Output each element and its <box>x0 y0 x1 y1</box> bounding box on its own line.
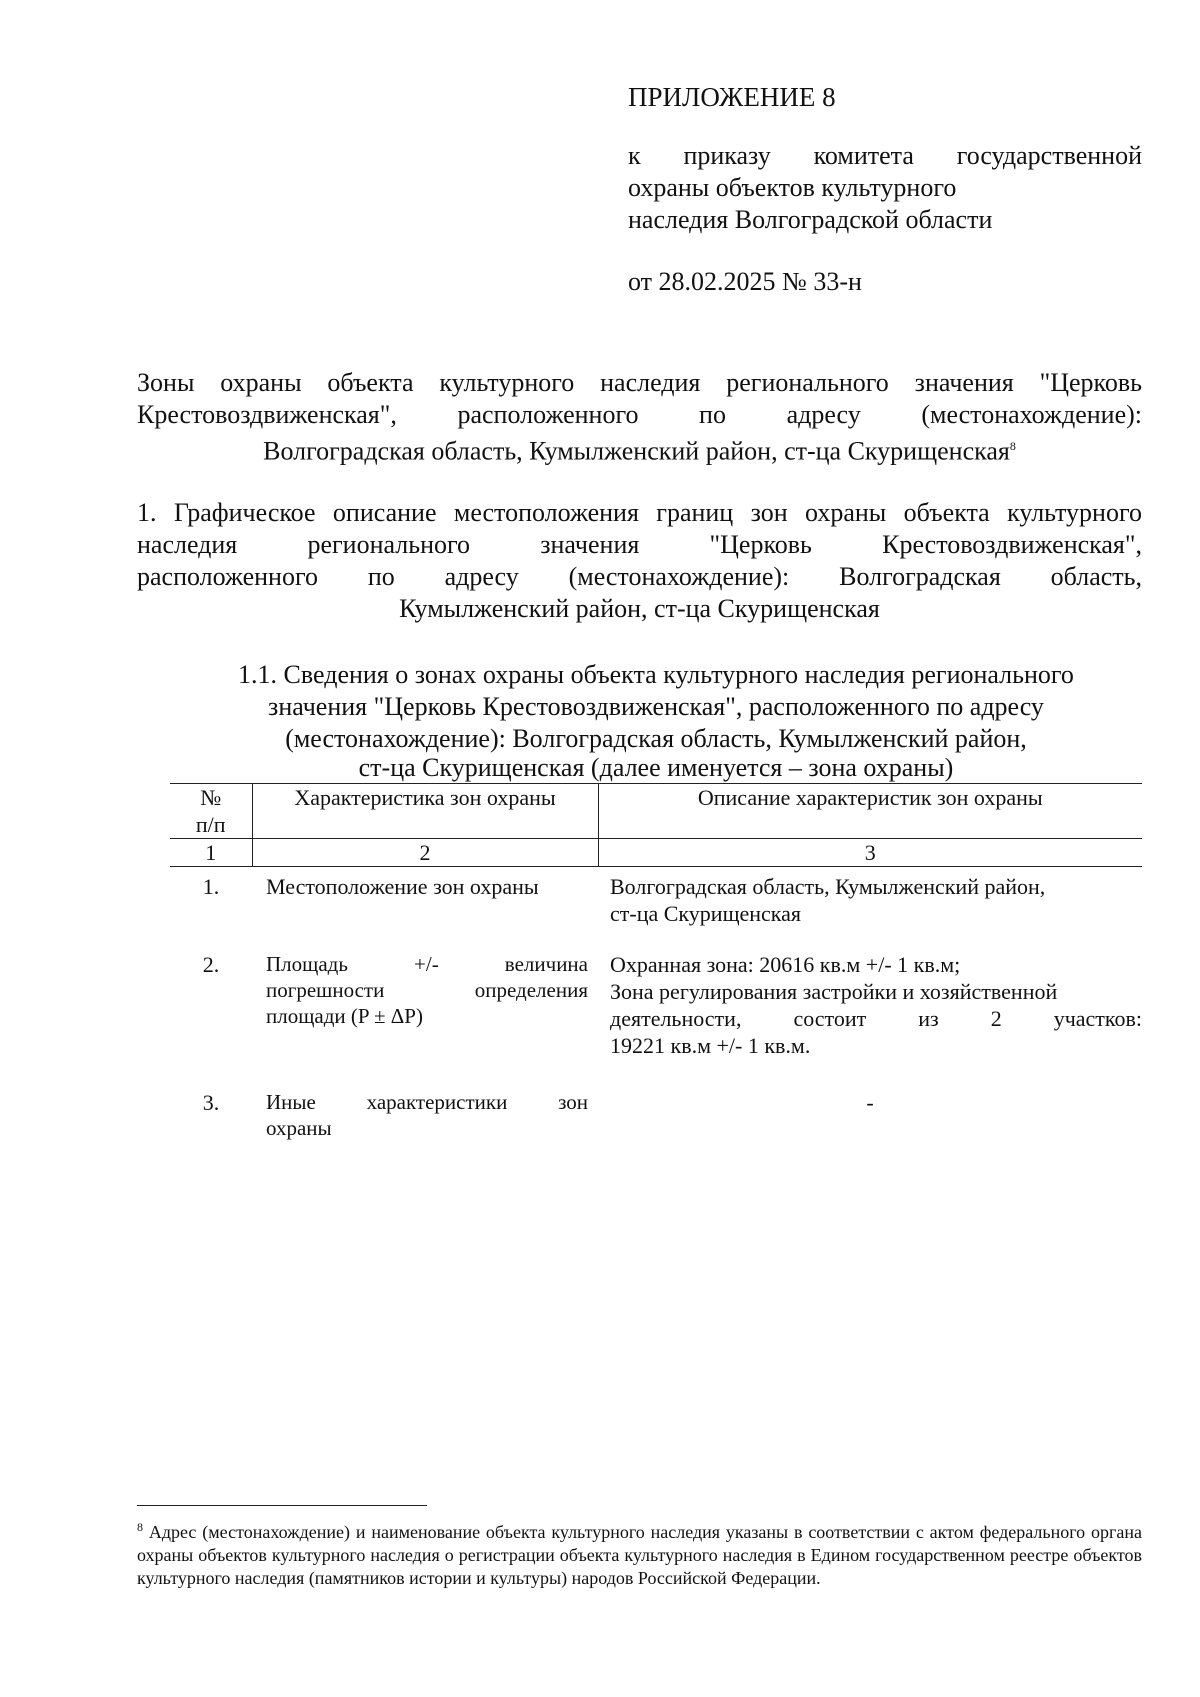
document-title-text: Волгоградская область, Кумылженский район, ст-ца Скурищенская <box>263 436 1010 466</box>
row-description: - <box>866 1090 874 1115</box>
zones-table <box>170 783 1142 1141</box>
section-1-heading-line-2: наследия регионального значения "Церковь Крестовоздвиженская", <box>137 530 1142 559</box>
footnote <box>137 1516 1142 1590</box>
description-line: деятельности, состоит из 2 участков: <box>610 1006 1142 1031</box>
section-1-heading-line-4: Кумылженский район, ст-ца Скурищенская <box>399 594 880 623</box>
column-number: 1 <box>170 839 252 867</box>
description-line: ст-ца Скурищенская <box>610 901 802 926</box>
description-line: Волгоградская область, Кумылженский район, <box>610 874 1046 899</box>
order-reference-line-1: к приказу комитета государственной <box>628 141 1142 170</box>
row-characteristic <box>252 1083 598 1141</box>
table-row <box>170 1083 1142 1141</box>
section-1-1-heading-line-2: значения "Церковь Крестовоздвиженская", расположенного по адресу <box>268 692 1044 721</box>
column-number: 3 <box>598 839 1142 867</box>
header-number-line-1: № <box>200 785 222 810</box>
footnote-marker: 8 <box>137 1520 143 1534</box>
column-number: 2 <box>252 839 598 867</box>
document-title-line-3 <box>137 431 1142 467</box>
row-number: 1. <box>202 874 220 899</box>
row-characteristic <box>252 945 598 1083</box>
table-row <box>170 867 1142 946</box>
description-line: Охранная зона: 20616 кв.м +/- 1 кв.м; <box>610 952 961 977</box>
footnote-text: Адрес (местонахождение) и наименование объекта культурного наследия указаны в соответствии с актом федерального органа охраны объектов культурного наследия о регистрации объекта культурного наследия в Едином государственном реестре объектов культурного наследия (памятников истории и культуры) народов Российской Федерации. <box>137 1522 1142 1588</box>
document-title-line-2: Крестовоздвиженская", расположенного по адресу (местонахождение): <box>137 400 1142 429</box>
order-reference-line-3: наследия Волгоградской области <box>628 205 993 234</box>
order-reference-line-2: охраны объектов культурного <box>628 173 957 202</box>
characteristic-line: Площадь +/- величина <box>266 952 588 976</box>
column-numbers-row <box>170 839 1142 867</box>
row-description <box>598 867 1142 946</box>
header-characteristic: Характеристика зон охраны <box>252 784 598 839</box>
section-1-1-heading-line-4: ст-ца Скурищенская (далее именуется – зона охраны) <box>358 753 954 782</box>
document-title-line-1: Зоны охраны объекта культурного наследия регионального значения "Церковь <box>137 368 1142 397</box>
header-number <box>170 784 252 839</box>
description-line: Зона регулирования застройки и хозяйственной <box>610 979 1058 1004</box>
section-1-1-heading-line-1: 1.1. Сведения о зонах охраны объекта культурного наследия регионального <box>238 660 1074 689</box>
order-date: от 28.02.2025 № 33-н <box>628 267 862 296</box>
row-number: 3. <box>202 1090 220 1115</box>
section-1-heading-line-1: 1. Графическое описание местоположения границ зон охраны объекта культурного <box>137 498 1142 527</box>
characteristic-line: площади (P ± ΔP) <box>266 1004 423 1028</box>
description-line: 19221 кв.м +/- 1 кв.м. <box>610 1033 811 1058</box>
section-1-heading-line-3: расположенного по адресу (местонахождение): Волгоградская область, <box>137 562 1142 591</box>
table-header-row <box>170 784 1142 839</box>
characteristic-line: Иные характеристики зон <box>266 1090 588 1114</box>
section-1-1-heading-line-3: (местонахождение): Волгоградская область, Кумылженский район, <box>285 724 1027 753</box>
footnote-reference: 8 <box>1009 439 1016 453</box>
row-number: 2. <box>202 952 220 977</box>
header-number-line-2: п/п <box>195 812 226 837</box>
footnote-divider <box>137 1505 427 1506</box>
table-row <box>170 945 1142 1083</box>
characteristic-line: охраны <box>266 1116 332 1140</box>
characteristic-line: погрешности определения <box>266 978 588 1002</box>
row-description <box>598 945 1142 1083</box>
row-characteristic: Местоположение зон охраны <box>266 874 539 899</box>
appendix-title: ПРИЛОЖЕНИЕ 8 <box>628 82 836 112</box>
header-description: Описание характеристик зон охраны <box>598 784 1142 839</box>
